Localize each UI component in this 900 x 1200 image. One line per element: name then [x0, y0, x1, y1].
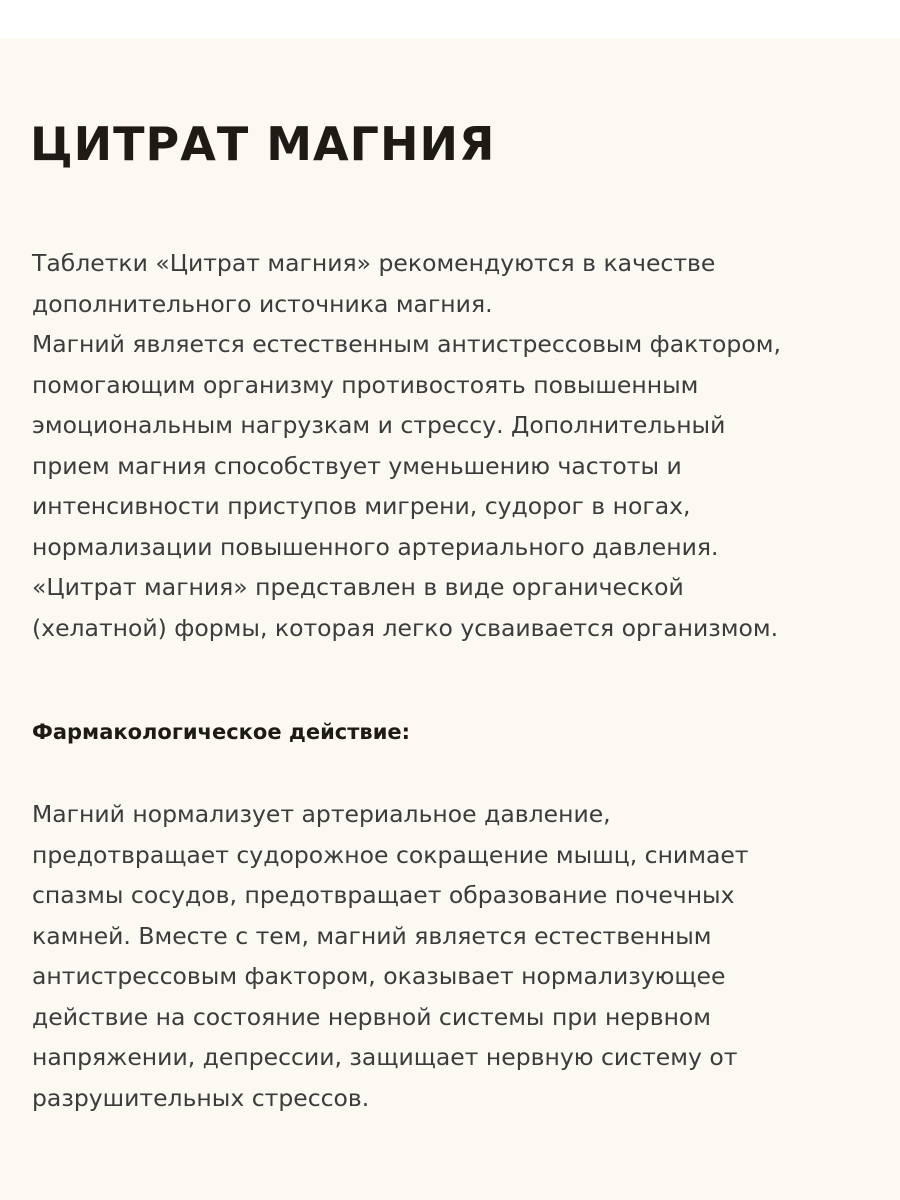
pharmacology-heading: Фармакологическое действие: — [32, 720, 411, 744]
intro-line: Магний является естественным антистрессовым фактором, — [32, 330, 781, 358]
intro-line: интенсивности приступов мигрени, судорог в ногах, — [32, 492, 691, 520]
pharmacology-line: Магний нормализует артериальное давление, — [32, 800, 611, 828]
intro-line: прием магния способствует уменьшению частоты и — [32, 451, 682, 480]
intro-line: помогающим организму противостоять повышенным — [32, 370, 699, 399]
pharmacology-line: напряжении, депрессии, защищает нервную систему от — [32, 1043, 738, 1071]
pharmacology-line: камней. Вместе с тем, магний является естественным — [32, 921, 712, 950]
content-panel — [0, 38, 900, 1200]
intro-line: (хелатной) формы, которая легко усваивается организмом. — [32, 613, 779, 642]
pharmacology-line: антистрессовым фактором, оказывает нормализующее — [32, 962, 726, 990]
intro-line: «Цитрат магния» представлен в виде органической — [32, 573, 684, 601]
page-title: ЦИТРАТ МАГНИЯ — [30, 117, 496, 171]
pharmacology-line: действие на состояние нервной системы при нервном — [32, 1002, 712, 1031]
intro-line: эмоциональным нагрузкам и стрессу. Дополнительный — [32, 411, 726, 439]
pharmacology-line: предотвращает судорожное сокращение мышц, снимает — [32, 840, 749, 869]
pharmacology-line: спазмы сосудов, предотвращает образование почечных — [32, 881, 735, 909]
pharmacology-paragraph — [32, 794, 749, 1118]
pharmacology-line: разрушительных стрессов. — [32, 1083, 370, 1112]
intro-line: нормализации повышенного артериального давления. — [32, 532, 719, 561]
intro-paragraph — [32, 243, 781, 648]
intro-line: Таблетки «Цитрат магния» рекомендуются в качестве — [32, 249, 716, 277]
intro-line: дополнительного источника магния. — [32, 289, 493, 318]
